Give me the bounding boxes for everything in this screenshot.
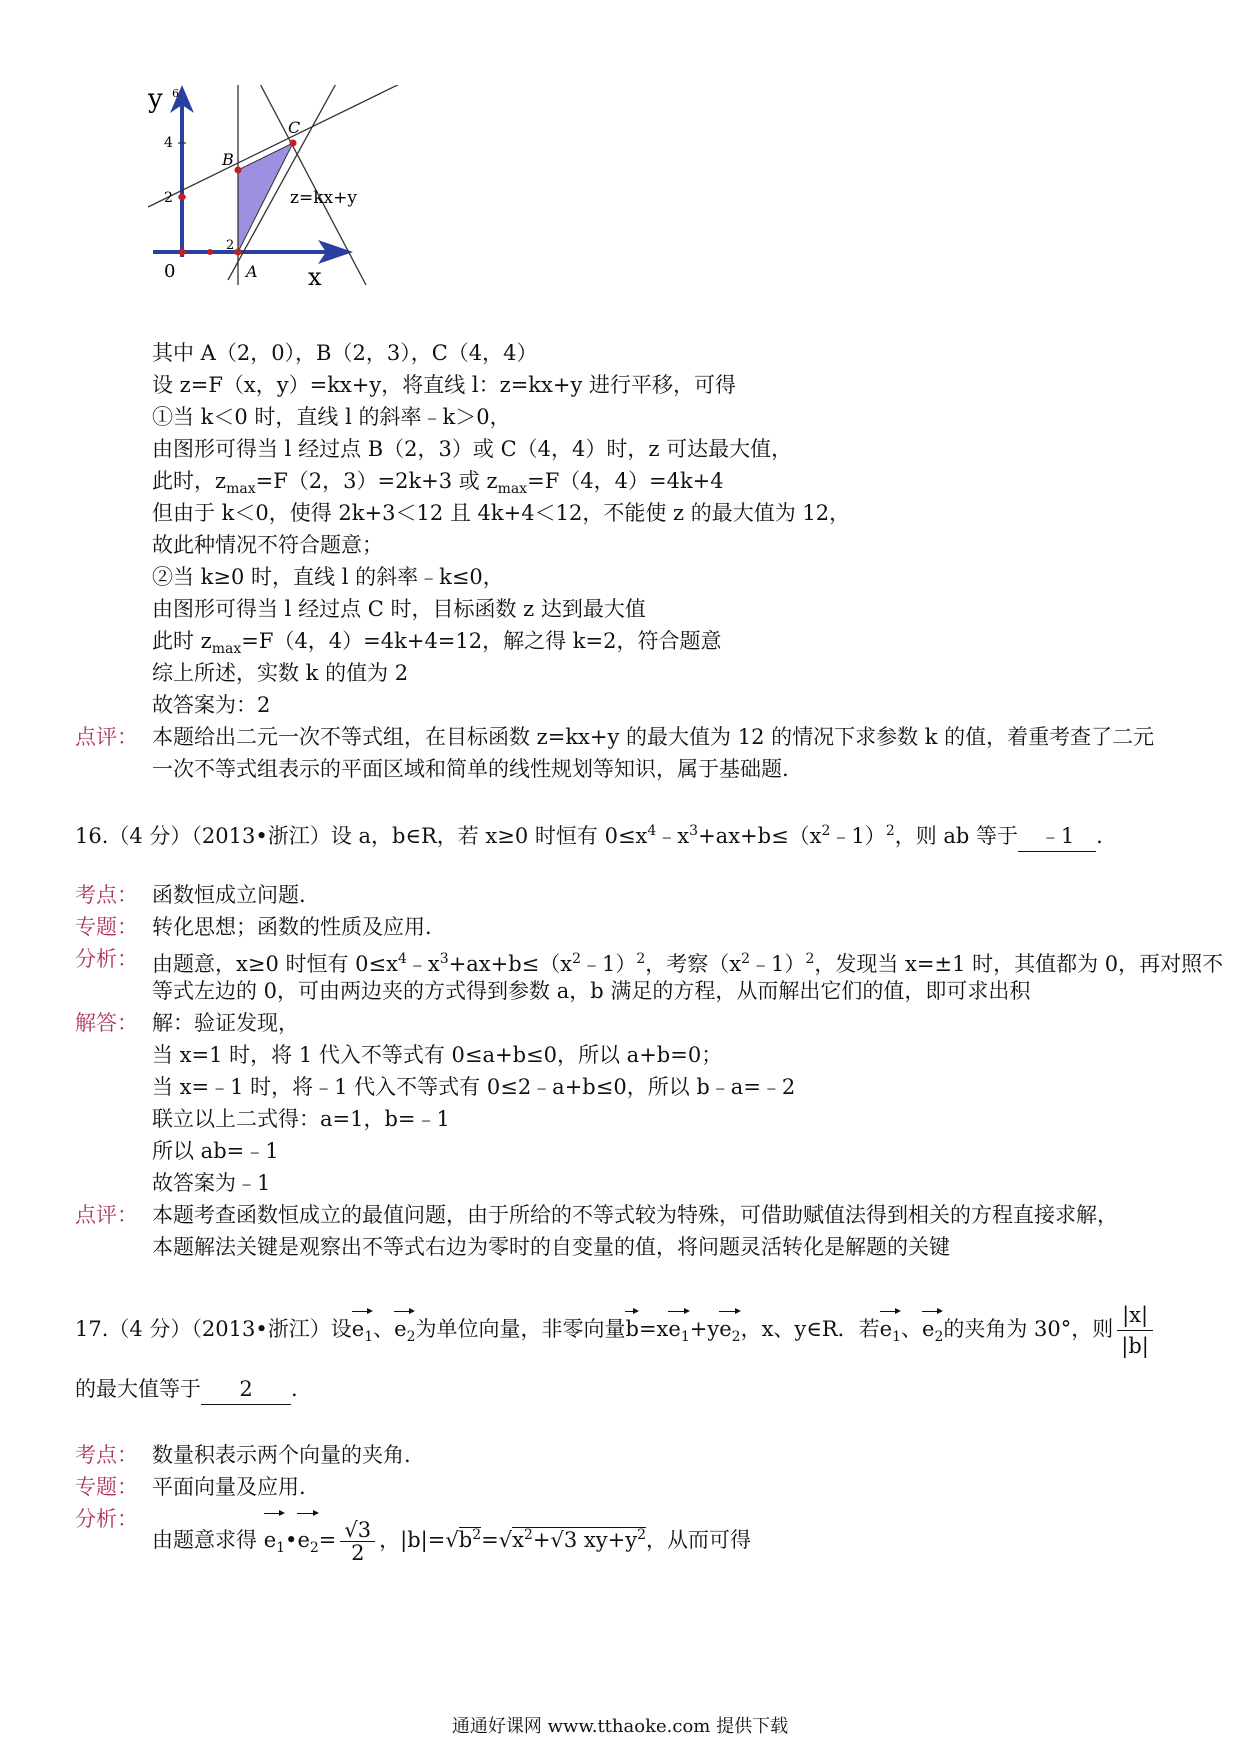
q16-fenxi-line-2: 等式左边的 0，可由两边夹的方式得到参数 a，b 满足的方程，从而解出它们的值，即可求出积 [152, 979, 1031, 1003]
q16-fenxi-label: 分析： [75, 947, 138, 971]
vector-e2: $e_2$ [922, 1308, 943, 1352]
q16-dianping-line-2: 本题解法关键是观察出不等式右边为零时的自变量的值，将问题灵活转化是解题的关键 [152, 1235, 950, 1259]
vector-b: b [625, 1308, 638, 1344]
linear-programming-graph [148, 85, 418, 325]
question-16: 16.（4 分）（2013•浙江）设 a，b∈R，若 x≥0 时恒有 $0\le x^4﹣x^3+ax+b\le(x^2﹣1)^2$，则 ab 等于 ﹣1 . [75, 816, 1103, 852]
vector-e1: $e_1$ [352, 1308, 373, 1352]
point-C-label: C [288, 118, 301, 137]
point-A [235, 249, 242, 256]
q17-kaodian: 数量积表示两个向量的夹角. [152, 1443, 411, 1467]
q17-kaodian-label: 考点： [75, 1443, 138, 1467]
solution-line-9: 由图形可得当 l 经过点 C 时，目标函数 z 达到最大值 [152, 597, 646, 621]
objective-label: z=kx+y [290, 188, 357, 208]
review15-label: 点评： [75, 725, 138, 749]
vector-e2: $e_2$ [297, 1510, 318, 1572]
q17-fenxi-label: 分析： [75, 1507, 138, 1531]
tick-2-label: 2 [164, 190, 173, 206]
origin-label: 0 [164, 261, 176, 282]
q16-dianping-label: 点评： [75, 1203, 138, 1227]
point-origin [179, 249, 186, 256]
point-x1 [207, 249, 213, 255]
q16-zhuanti-label: 专题： [75, 915, 138, 939]
point-B-label: B [222, 150, 234, 169]
review15-line-2: 一次不等式组表示的平面区域和简单的线性规划等知识，属于基础题. [152, 757, 789, 781]
footer: 通通好课网 www.tthaoke.com 提供下载 [451, 1716, 789, 1737]
question-17-line-2: 的最大值等于 2 . [75, 1374, 298, 1405]
q16-kaodian-label: 考点： [75, 883, 138, 907]
solution-line-2: 设 z=F（x，y）=kx+y，将直线 l：z=kx+y 进行平移，可得 [152, 373, 736, 397]
q16-jieda-line-3: 当 x=﹣1 时，将﹣1 代入不等式有 0≤2﹣a+b≤0，所以 b﹣a=﹣2 [152, 1075, 796, 1099]
tick-6-label: 6 [172, 87, 179, 100]
vector-e1: $e_1$ [880, 1308, 901, 1352]
solution-line-10: 此时 $z_{max}=F(4$，4）=4k+4=12，解之得 k=2，符合题意 [152, 629, 722, 658]
fraction-sqrt3-over-2: $\frac{√3}{2}$ [340, 1519, 375, 1564]
solution-line-6: 但由于 k＜0，使得 2k+3＜12 且 4k+4＜12，不能使 z 的最大值为 12， [152, 501, 851, 525]
radicand-b2: $b^2$ [458, 1527, 482, 1552]
vector-e2: $e_2$ [719, 1308, 740, 1352]
solution-line-4: 由图形可得当 l 经过点 B（2，3）或 C（4，4）时，z 可达最大值， [152, 437, 793, 461]
q16-jieda-line-6: 故答案为﹣1 [152, 1171, 271, 1195]
q16-fenxi-line-1: 由题意，x≥0 时恒有 $0\le x^4﹣x^3+ax+b\le(x^2﹣1)^2$，考察$(x^2﹣1)^2$，发现当 x=±1 时，其值都为 0，再对照不 [152, 951, 1224, 976]
solution-line-1: 其中 A（2，0），B（2，3），C（4，4） [152, 341, 538, 365]
vector-e2: $e_2$ [394, 1308, 415, 1352]
q17-fenxi-formula: 由题意求得 $e_1•e_2=$ $\frac{√3}{2}$ ，$|b|=√b^2=√x^2+√3$ $xy+y^2$，从而可得 [152, 1510, 751, 1572]
q16-jieda-line-1: 解：验证发现， [152, 1011, 299, 1035]
radicand-xy: $x^2+√3$ $xy+y^2$ [512, 1527, 646, 1552]
q17-zhuanti: 平面向量及应用. [152, 1475, 306, 1499]
tick-4-label: 4 [164, 135, 173, 151]
y-label: y [148, 85, 163, 114]
point-C [290, 140, 297, 147]
answer-blank-17: 2 [201, 1374, 291, 1405]
solution-line-7: 故此种情况不符合题意； [152, 533, 383, 557]
answer-blank-16: ﹣1 [1018, 821, 1096, 852]
point-B [235, 167, 242, 174]
x-label: x [308, 263, 322, 291]
q17-zhuanti-label: 专题： [75, 1475, 138, 1499]
solution-line-11: 综上所述，实数 k 的值为 2 [152, 661, 409, 685]
fraction-x-over-b: $\frac{|x|}{|b|}$ [1117, 1300, 1153, 1361]
solution-line-12: 故答案为：2 [152, 693, 271, 717]
q16-kaodian: 函数恒成立问题. [152, 883, 306, 907]
q16-jieda-line-5: 所以 ab=﹣1 [152, 1139, 279, 1163]
review15-line-1: 本题给出二元一次不等式组，在目标函数 z=kx+y 的最大值为 12 的情况下求参数 k 的值，着重考查了二元 [152, 725, 1155, 749]
q16-jieda-label: 解答： [75, 1011, 138, 1035]
vector-e1: $e_1$ [264, 1510, 285, 1572]
tick-2x-label: 2 [226, 238, 235, 253]
vector-e1: $e_1$ [668, 1308, 689, 1352]
q16-dianping-line-1: 本题考查函数恒成立的最值问题，由于所给的不等式较为特殊，可借助赋值法得到相关的方程直接求解， [152, 1203, 1118, 1227]
question-17-line-1: 17.（4 分）（2013•浙江）设$e_1$、$e_2$为单位向量，非零向量$b=xe_1+ye_2$，x、y∈R．若$e_1$、$e_2$的夹角为 30°，则 $\frac{|x|}{|b|}$ [75, 1300, 1157, 1361]
solution-line-5: 此时，$z_{max}=F(2$，3）=2k+3 或 $z_{max}=F(4$，4）=4k+4 [152, 469, 724, 498]
point-A-label: A [246, 262, 258, 281]
line-objective [258, 85, 366, 285]
point-y2 [179, 194, 186, 201]
solution-line-8: ②当 k≥0 时，直线 l 的斜率﹣k≤0， [152, 565, 504, 589]
solution-line-3: ①当 k＜0 时，直线 l 的斜率﹣k＞0， [152, 405, 511, 429]
q16-jieda-line-2: 当 x=1 时，将 1 代入不等式有 0≤a+b≤0，所以 a+b=0； [152, 1043, 723, 1067]
q16-zhuanti: 转化思想；函数的性质及应用. [152, 915, 432, 939]
q16-jieda-line-4: 联立以上二式得：a=1，b=﹣1 [152, 1107, 450, 1131]
